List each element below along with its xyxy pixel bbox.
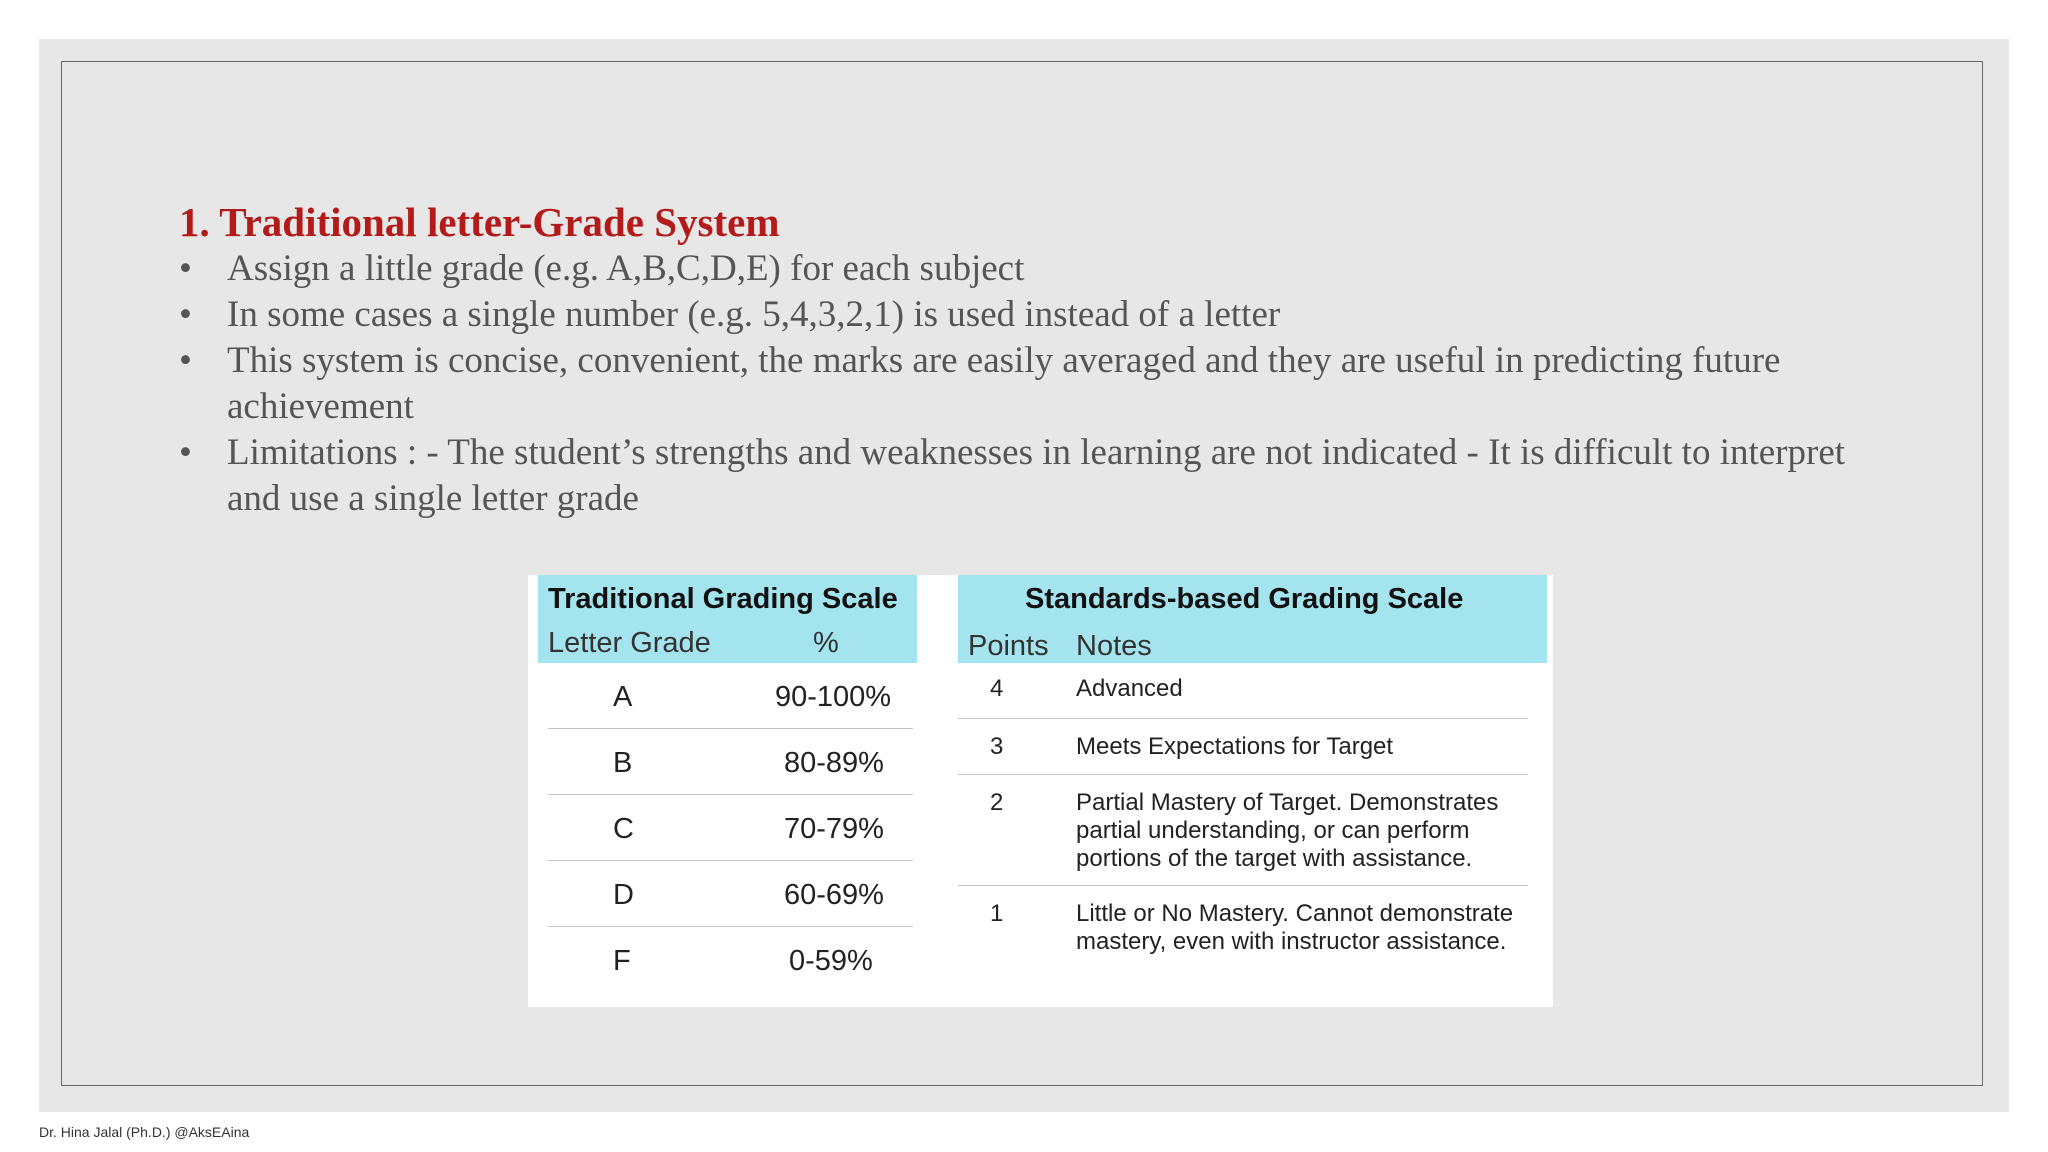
bullet-dot: • [179,294,192,335]
points-cell: 2 [990,789,1004,816]
table-row [548,861,913,927]
points-cell: 3 [990,733,1004,760]
standards-grading-table [958,575,1547,996]
table-row [958,775,1528,886]
points-cell: 1 [990,900,1004,927]
traditional-table-header [538,575,917,663]
table-row [548,729,913,795]
percent-cell: 90-100% [775,681,892,713]
slide-content [179,199,1899,522]
column-header-notes: Notes [1076,630,1152,662]
grade-cell: D [613,879,634,911]
grade-cell: C [613,813,634,845]
grade-cell: F [613,945,631,977]
notes-cell: Advanced [1076,675,1183,702]
table-row [548,663,913,729]
column-header-points: Points [968,630,1049,662]
standards-table-header [958,575,1547,663]
notes-cell: Little or No Mastery. Cannot demonstrate mastery, even with instructor assistance. [1076,900,1514,955]
notes-cell: Meets Expectations for Target [1076,733,1394,760]
footer-credit: Dr. Hina Jalal (Ph.D.) @AksEAina [39,1124,250,1140]
bullet-text: This system is concise, convenient, the marks are easily averaged and they are useful in predicting future achievement [227,340,1781,427]
bullet-item [179,338,1899,430]
percent-cell: 0-59% [789,945,873,977]
bullet-text: Limitations : - The student’s strengths and weaknesses in learning are not indicated - It is difficult to interpret and use a single letter grade [227,432,1846,519]
table-row [958,886,1528,996]
bullet-list [179,246,1899,522]
bullet-item [179,430,1899,522]
percent-cell: 60-69% [784,879,884,911]
notes-cell: Partial Mastery of Target. Demonstrates partial understanding, or can perform portions of the target with assistance. [1076,789,1499,872]
bullet-item [179,246,1899,292]
column-header-letter-grade: Letter Grade [548,627,711,659]
bullet-text: In some cases a single number (e.g. 5,4,3,2,1) is used instead of a letter [227,294,1281,335]
slide-heading: 1. Traditional letter-Grade System [179,199,780,245]
traditional-grading-table [538,575,917,992]
grade-cell: A [613,681,633,713]
points-cell: 4 [990,675,1004,702]
bullet-item [179,292,1899,338]
percent-cell: 70-79% [784,813,884,845]
table-row [548,927,913,992]
table-row [958,663,1528,719]
bullet-text: Assign a little grade (e.g. A,B,C,D,E) for each subject [227,248,1025,289]
bullet-dot: • [179,340,192,381]
traditional-table-title: Traditional Grading Scale [548,583,898,615]
bullet-dot: • [179,432,192,473]
grade-cell: B [613,747,633,779]
table-row [958,719,1528,775]
standards-table-title: Standards-based Grading Scale [1025,583,1464,615]
bullet-dot: • [179,248,192,289]
grading-scales-image [528,575,1553,1007]
column-header-percent: % [813,627,839,659]
table-row [548,795,913,861]
percent-cell: 80-89% [784,747,884,779]
